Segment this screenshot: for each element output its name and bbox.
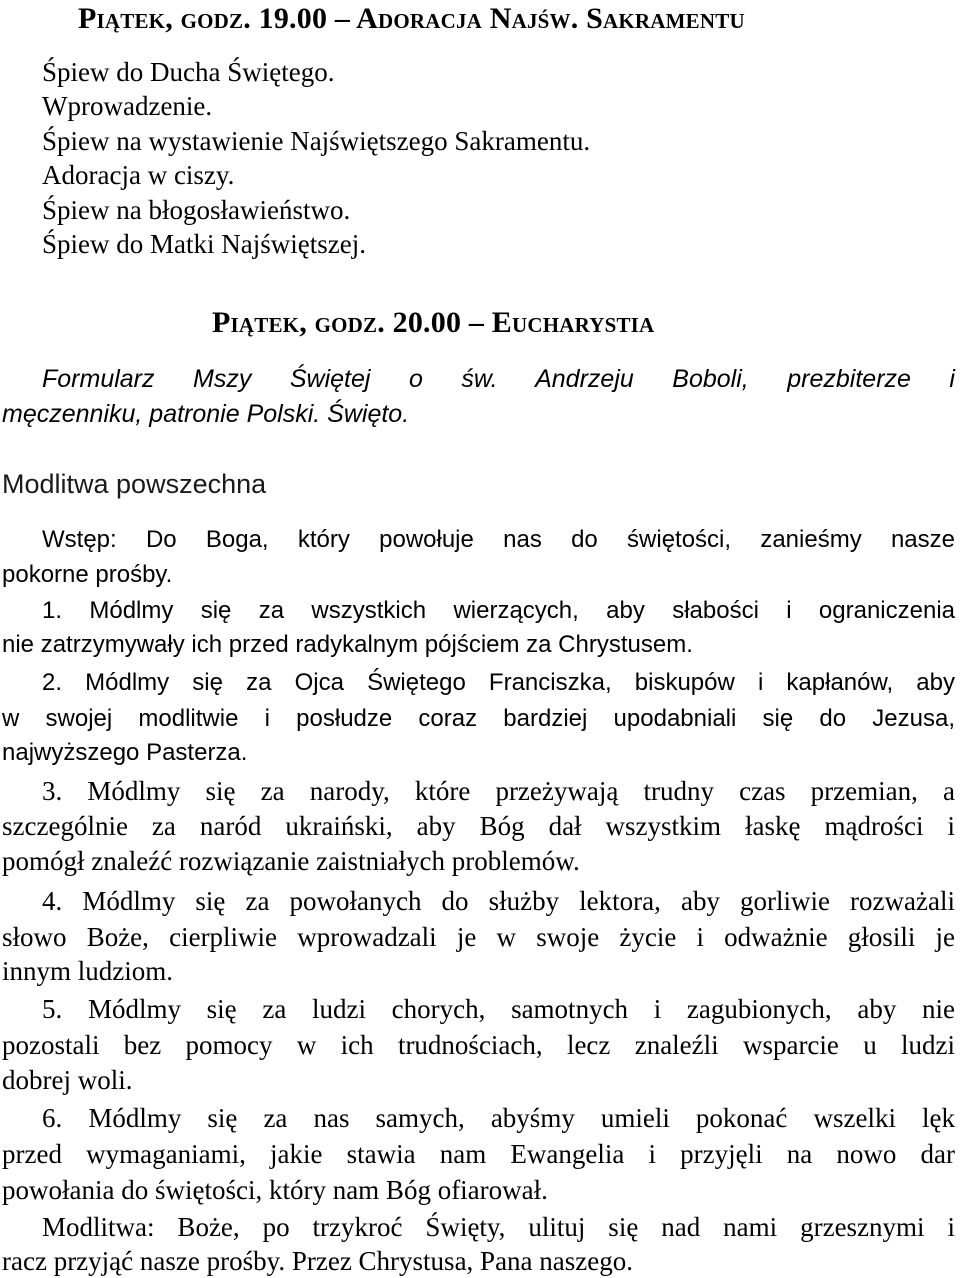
intention-5: pozostali bez pomocy w ich trudnościach, lecz znaleźli wsparcie u ludzi: [2, 1030, 955, 1060]
closing-prayer: Modlitwa: Boże, po trzykroć Święty, ulituj się nad nami grzesznymi i: [42, 1212, 955, 1242]
intention-2: 2. Módlmy się za Ojca Świętego Franciszka, biskupów i kapłanów, aby: [42, 669, 955, 696]
intention-6: przed wymaganiami, jakie stawia nam Ewangelia i przyjęli na nowo dar: [2, 1139, 955, 1169]
intention-3: pomógł znaleźć rozwiązanie zaistniałych problemów.: [2, 846, 580, 876]
intention-5: 5. Módlmy się za ludzi chorych, samotnych i zagubionych, aby nie: [42, 994, 955, 1024]
intention-4: innym ludziom.: [2, 956, 173, 986]
intention-2: najwyższego Pasterza.: [2, 739, 248, 766]
intention-3: szczególnie za naród ukraiński, aby Bóg dał wszystkim łaskę mądrości i: [2, 811, 955, 841]
formulary-text: Formularz Mszy Świętej o św. Andrzeju Boboli, prezbiterze i: [42, 365, 955, 393]
intention-1: 1. Módlmy się za wszystkich wierzących, aby słabości i ograniczenia: [42, 597, 955, 624]
prayer-intro: pokorne prośby.: [2, 561, 173, 588]
section-heading-eucharist: Piątek, godz. 20.00 – Eucharystia: [212, 306, 655, 339]
adoration-item: Śpiew na wystawienie Najświętszego Sakramentu.: [42, 126, 591, 156]
intention-1: nie zatrzymywały ich przed radykalnym pójściem za Chrystusem.: [2, 631, 693, 658]
prayer-intro: Wstęp: Do Boga, który powołuje nas do świętości, zanieśmy nasze: [42, 526, 955, 553]
intention-4: słowo Boże, cierpliwie wprowadzali je w swoje życie i odważnie głosili je: [2, 922, 955, 952]
prayer-section-title: Modlitwa powszechna: [2, 469, 267, 499]
section-heading-adoration: Piątek, godz. 19.00 – Adoracja Najśw. Sakramentu: [78, 2, 745, 35]
intention-2: w swojej modlitwie i posłudze coraz bardziej upodabniali się do Jezusa,: [2, 705, 955, 732]
intention-6: powołania do świętości, który nam Bóg ofiarował.: [2, 1175, 548, 1205]
adoration-item: Śpiew do Ducha Świętego.: [42, 57, 335, 87]
intention-4: 4. Módlmy się za powołanych do służby lektora, aby gorliwie rozważali: [42, 886, 955, 916]
adoration-item: Śpiew do Matki Najświętszej.: [42, 229, 366, 259]
intention-5: dobrej woli.: [2, 1065, 133, 1095]
intention-3: 3. Módlmy się za narody, które przeżywają trudny czas przemian, a: [42, 776, 955, 806]
adoration-item: Wprowadzenie.: [42, 91, 213, 121]
adoration-item: Adoracja w ciszy.: [42, 160, 235, 190]
intention-6: 6. Módlmy się za nas samych, abyśmy umieli pokonać wszelki lęk: [42, 1103, 955, 1133]
formulary-text: męczenniku, patronie Polski. Święto.: [2, 400, 410, 428]
adoration-item: Śpiew na błogosławieństwo.: [42, 195, 351, 225]
closing-prayer: racz przyjąć nasze prośby. Przez Chrystusa, Pana naszego.: [2, 1246, 633, 1276]
